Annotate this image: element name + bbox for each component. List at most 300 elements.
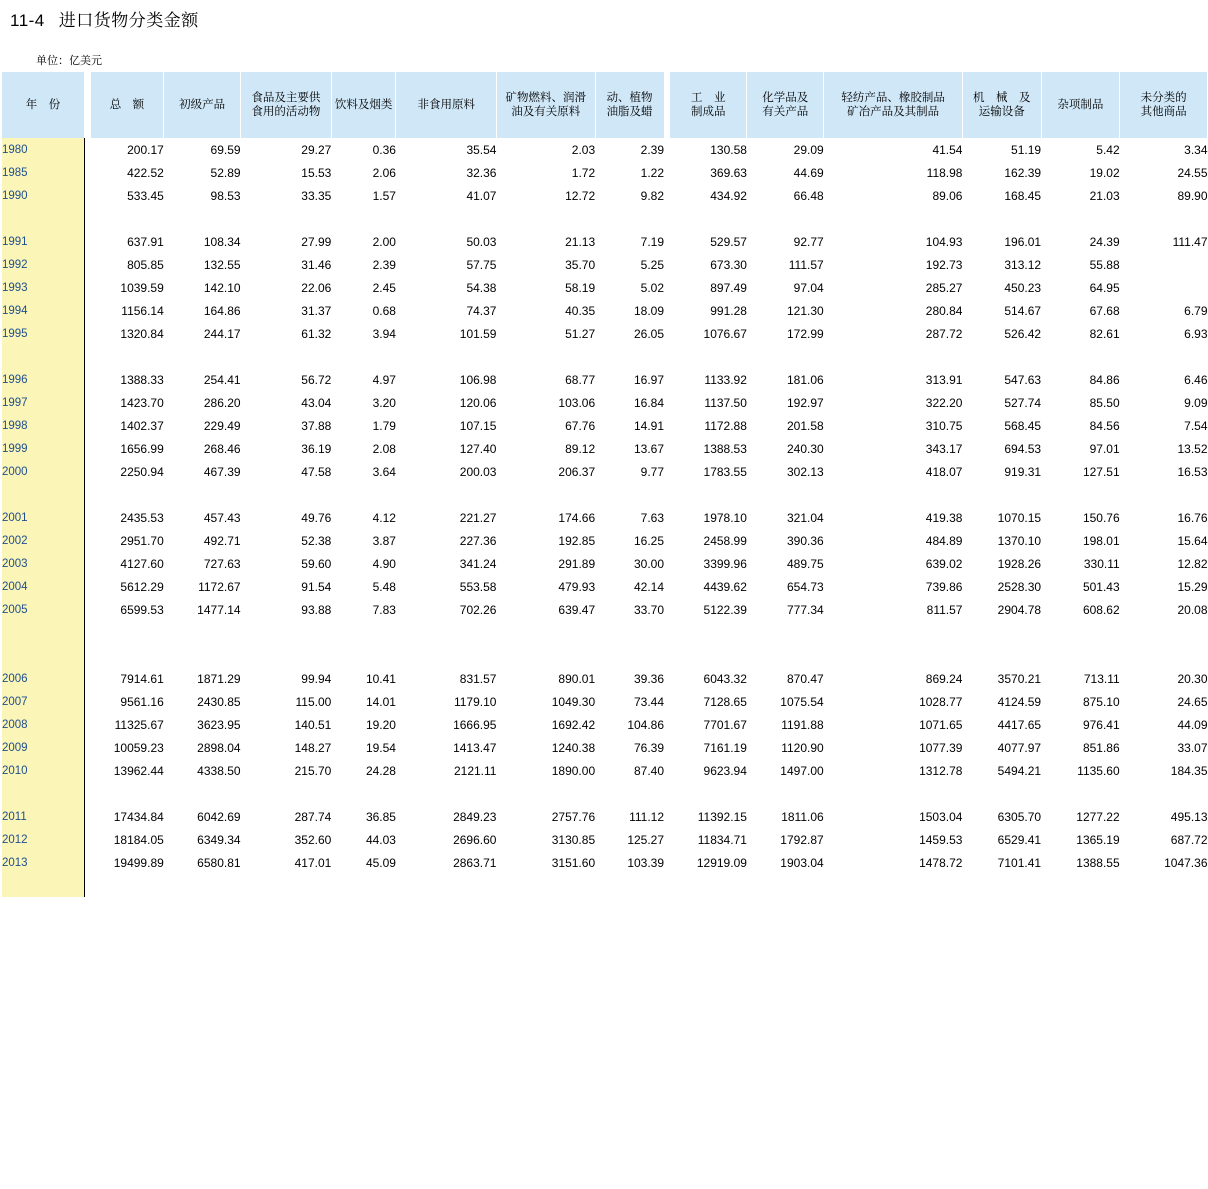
cell-food_animals: 99.94 [301,671,332,686]
cell-machinery [962,621,1041,644]
cell-crude_materials: 57.75 [466,257,497,272]
cell-unclassified: 6.79 [1184,303,1208,318]
cell-unclassified: 495.13 [1170,809,1208,824]
cell-beverages_tobacco [331,483,396,506]
table-row [2,828,1208,851]
cell-machinery: 4077.97 [997,740,1042,755]
cell-food_animals [241,621,332,644]
cell-machinery [962,207,1041,230]
cell-misc_manufactured: 21.03 [1089,188,1120,203]
cell-beverages_tobacco: 5.48 [372,579,396,594]
column-header-line: 有关产品 [762,106,809,118]
cell-light_textile [824,874,963,897]
cell-light_textile: 104.93 [925,234,963,249]
cell-crude_materials: 553.58 [459,579,497,594]
cell-total: 1656.99 [120,441,164,456]
cell-food_animals: 36.19 [301,441,332,456]
year-cell: 2008 [2,713,85,736]
cell-crude_materials: 50.03 [466,234,497,249]
cell-manufactured: 1137.50 [704,395,747,410]
cell-animal_veg_oils: 18.09 [633,303,665,318]
column-header-line: 其他商品 [1140,106,1187,118]
cell-animal_veg_oils: 1.22 [640,165,665,180]
cell-crude_materials: 831.57 [459,671,497,686]
table-row [2,805,1208,828]
cell-light_textile: 1312.78 [919,763,963,778]
column-header-line: 工 业 [690,91,726,104]
cell-beverages_tobacco: 2.00 [372,234,396,249]
cell-animal_veg_oils: 13.67 [633,441,665,456]
cell-misc_manufactured: 198.01 [1082,533,1120,548]
cell-crude_materials: 74.37 [466,303,497,318]
cell-misc_manufactured: 127.51 [1082,464,1120,479]
cell-total: 2951.70 [120,533,164,548]
cell-beverages_tobacco: 3.20 [372,395,396,410]
cell-total: 17434.84 [113,809,164,824]
cell-primary: 6580.81 [197,855,241,870]
cell-food_animals: 59.60 [301,556,332,571]
table-spacer-row [2,874,1208,897]
year-cell: 1994 [2,299,85,322]
cell-unclassified [1120,253,1208,276]
cell-light_textile: 1071.65 [919,717,963,732]
cell-total: 1320.84 [120,326,164,341]
cell-chemicals: 201.58 [786,418,824,433]
year-cell: 1999 [2,437,85,460]
cell-light_textile: 41.54 [932,142,963,157]
cell-total: 533.45 [127,188,164,203]
cell-animal_veg_oils: 7.63 [640,510,665,525]
cell-total: 200.17 [127,142,164,157]
cell-food_animals: 43.04 [301,395,332,410]
table-row [2,759,1208,782]
cell-primary: 69.59 [210,142,241,157]
cell-light_textile: 811.57 [926,602,963,617]
cell-total: 5612.29 [120,579,164,594]
cell-mineral_fuels: 3151.60 [551,855,596,870]
cell-mineral_fuels: 174.66 [558,510,596,525]
cell-manufactured: 1388.53 [703,441,747,456]
year-cell-empty [2,483,85,506]
cell-misc_manufactured: 84.86 [1089,372,1120,387]
cell-animal_veg_oils: 42.14 [633,579,665,594]
cell-manufactured: 5122.39 [703,602,747,617]
cell-manufactured: 1133.92 [704,372,747,387]
cell-mineral_fuels: 35.70 [565,257,596,272]
cell-primary: 6349.34 [197,832,241,847]
cell-beverages_tobacco [331,207,396,230]
table-row [2,460,1208,483]
cell-animal_veg_oils: 5.25 [640,257,665,272]
cell-food_animals: 91.54 [301,579,332,594]
cell-mineral_fuels: 890.01 [558,671,596,686]
cell-chemicals: 870.47 [786,671,824,686]
year-cell: 1990 [2,184,85,207]
cell-misc_manufactured [1041,874,1120,897]
cell-crude_materials: 107.15 [459,418,497,433]
cell-manufactured: 369.63 [710,165,747,180]
cell-mineral_fuels [496,874,595,897]
cell-beverages_tobacco: 4.90 [372,556,396,571]
cell-food_animals [241,483,332,506]
cell-chemicals: 181.06 [786,372,824,387]
cell-light_textile [824,207,963,230]
cell-unclassified [1120,345,1208,368]
cell-light_textile: 1459.53 [919,832,963,847]
cell-food_animals: 31.46 [301,257,332,272]
cell-machinery: 1070.15 [997,510,1042,525]
cell-misc_manufactured: 875.10 [1082,694,1120,709]
cell-unclassified: 6.93 [1184,326,1208,341]
cell-light_textile: 1478.72 [919,855,963,870]
cell-manufactured [670,644,747,667]
cell-manufactured: 9623.94 [703,763,747,778]
cell-machinery [962,874,1041,897]
cell-misc_manufactured: 55.88 [1089,257,1120,272]
cell-mineral_fuels: 1.72 [571,165,596,180]
year-cell: 2013 [2,851,85,874]
year-cell: 2003 [2,552,85,575]
cell-mineral_fuels: 206.37 [558,464,596,479]
cell-light_textile: 739.86 [925,579,963,594]
cell-chemicals [747,644,824,667]
import-goods-table [2,72,1208,897]
cell-food_animals: 15.53 [301,165,332,180]
cell-animal_veg_oils: 2.39 [640,142,665,157]
cell-animal_veg_oils [595,483,664,506]
table-row [2,391,1208,414]
table-row [2,667,1208,690]
cell-manufactured [670,345,747,368]
cell-crude_materials: 106.98 [459,372,497,387]
cell-mineral_fuels: 1692.42 [551,717,596,732]
cell-food_animals: 22.06 [301,280,332,295]
cell-total [90,782,164,805]
cell-machinery: 568.45 [1004,418,1042,433]
year-cell: 2001 [2,506,85,529]
cell-mineral_fuels: 2.03 [571,142,596,157]
unit-label: 单位：亿美元 [36,55,102,67]
cell-manufactured: 6043.32 [703,671,747,686]
cell-animal_veg_oils: 111.12 [629,809,665,824]
cell-chemicals: 111.57 [788,257,824,272]
year-cell: 2005 [2,598,85,621]
cell-manufactured: 11834.71 [697,832,747,847]
cell-misc_manufactured [1041,483,1120,506]
cell-animal_veg_oils: 30.00 [633,556,665,571]
year-cell: 2006 [2,667,85,690]
cell-food_animals [241,345,332,368]
cell-beverages_tobacco: 36.85 [365,809,396,824]
cell-crude_materials: 127.40 [459,441,497,456]
column-header-line: 轻纺产品、橡胶制品 [841,91,945,104]
cell-chemicals [747,345,824,368]
cell-beverages_tobacco: 10.41 [365,671,396,686]
cell-unclassified: 687.72 [1170,832,1208,847]
cell-mineral_fuels: 67.76 [565,418,596,433]
column-header-line: 杂项制品 [1057,98,1104,111]
cell-manufactured [670,207,747,230]
year-cell-empty [2,874,85,897]
cell-misc_manufactured: 82.61 [1089,326,1120,341]
cell-animal_veg_oils: 7.19 [640,234,665,249]
cell-crude_materials: 227.36 [459,533,497,548]
cell-misc_manufactured [1041,345,1120,368]
cell-misc_manufactured: 150.76 [1082,510,1120,525]
column-header-line: 油及有关原料 [511,106,581,118]
cell-chemicals [747,782,824,805]
cell-manufactured: 673.30 [710,257,747,272]
cell-primary [164,874,241,897]
cell-total [90,644,164,667]
cell-unclassified: 1047.36 [1164,855,1208,870]
cell-beverages_tobacco [331,345,396,368]
cell-crude_materials: 702.26 [459,602,497,617]
cell-machinery: 5494.21 [997,763,1042,778]
cell-light_textile: 310.75 [925,418,963,433]
cell-chemicals [747,207,824,230]
cell-animal_veg_oils: 76.39 [633,740,665,755]
cell-machinery: 547.63 [1004,372,1042,387]
cell-mineral_fuels: 291.89 [558,556,596,571]
cell-beverages_tobacco: 19.54 [365,740,396,755]
cell-unclassified: 13.52 [1177,441,1208,456]
column-header-line: 食品及主要供 [251,91,321,104]
cell-total: 1156.14 [121,303,164,318]
cell-food_animals: 352.60 [294,832,332,847]
cell-light_textile [824,483,963,506]
cell-animal_veg_oils: 9.77 [640,464,665,479]
table-spacer-row [2,483,1208,506]
table-row [2,552,1208,575]
year-cell: 1985 [2,161,85,184]
cell-unclassified: 184.35 [1170,763,1208,778]
cell-total [90,874,164,897]
cell-beverages_tobacco [331,782,396,805]
cell-misc_manufactured: 330.11 [1083,556,1120,571]
cell-beverages_tobacco: 1.79 [372,418,396,433]
cell-primary: 4338.50 [197,763,241,778]
column-header-line: 矿冶产品及其制品 [847,106,940,118]
table-spacer-row [2,782,1208,805]
cell-chemicals: 1792.87 [780,832,824,847]
cell-unclassified: 33.07 [1177,740,1208,755]
cell-mineral_fuels: 3130.85 [551,832,596,847]
table-row [2,575,1208,598]
table-row [2,322,1208,345]
cell-animal_veg_oils: 5.02 [640,280,665,295]
cell-manufactured: 1172.88 [704,418,747,433]
cell-manufactured: 4439.62 [703,579,747,594]
cell-food_animals: 115.00 [295,694,332,709]
cell-chemicals: 321.04 [786,510,824,525]
cell-manufactured: 12919.09 [696,855,747,870]
cell-light_textile: 419.38 [925,510,963,525]
cell-beverages_tobacco [331,874,396,897]
table-title-text: 进口货物分类金额 [58,11,199,30]
cell-misc_manufactured [1041,207,1120,230]
column-header-light_textile [824,72,963,138]
cell-light_textile [824,345,963,368]
cell-mineral_fuels [496,621,595,644]
cell-food_animals: 215.70 [294,763,332,778]
cell-chemicals: 240.30 [786,441,824,456]
cell-animal_veg_oils: 14.91 [633,418,665,433]
column-header-beverages_tobacco [331,72,396,138]
cell-mineral_fuels: 479.93 [558,579,596,594]
cell-primary: 268.46 [203,441,241,456]
year-cell-empty [2,782,85,805]
cell-manufactured [670,621,747,644]
cell-primary [164,782,241,805]
cell-manufactured: 1978.10 [703,510,747,525]
column-header-line: 机 械 及 [973,91,1031,104]
cell-machinery [962,782,1041,805]
cell-machinery: 919.31 [1004,464,1042,479]
cell-primary [164,621,241,644]
table-row [2,690,1208,713]
column-header-line: 饮料及烟类 [334,98,393,111]
cell-unclassified: 16.53 [1177,464,1208,479]
column-header-line: 初级产品 [179,98,226,111]
column-header-food_animals [241,72,332,138]
cell-misc_manufactured: 851.86 [1082,740,1120,755]
cell-animal_veg_oils: 33.70 [633,602,665,617]
cell-crude_materials [396,621,496,644]
cell-unclassified: 7.54 [1184,418,1208,433]
cell-machinery: 2528.30 [997,579,1042,594]
cell-chemicals: 1811.06 [781,809,824,824]
cell-beverages_tobacco: 4.12 [372,510,396,525]
cell-crude_materials [396,644,496,667]
column-header-total [90,72,164,138]
cell-total: 1388.33 [120,372,164,387]
cell-food_animals: 27.99 [301,234,332,249]
cell-mineral_fuels: 1890.00 [551,763,596,778]
cell-mineral_fuels: 58.19 [565,280,596,295]
cell-manufactured: 1076.67 [703,326,747,341]
cell-beverages_tobacco: 3.64 [372,464,396,479]
cell-primary [164,644,241,667]
year-cell: 2010 [2,759,85,782]
cell-misc_manufactured: 1277.22 [1076,809,1120,824]
cell-misc_manufactured: 19.02 [1089,165,1120,180]
cell-crude_materials: 1413.47 [453,740,497,755]
cell-crude_materials: 200.03 [459,464,497,479]
cell-unclassified: 24.65 [1177,694,1208,709]
cell-unclassified [1120,874,1208,897]
cell-primary: 6042.69 [197,809,241,824]
cell-mineral_fuels: 2757.76 [551,809,596,824]
cell-food_animals [241,644,332,667]
cell-light_textile: 1503.04 [919,809,963,824]
cell-unclassified: 12.82 [1177,556,1208,571]
column-header-primary [164,72,241,138]
cell-food_animals: 49.76 [301,510,332,525]
cell-primary: 1172.67 [198,579,241,594]
cell-manufactured [670,782,747,805]
cell-food_animals: 31.37 [301,303,332,318]
cell-mineral_fuels: 1049.30 [551,694,596,709]
cell-total [90,207,164,230]
cell-crude_materials [396,207,496,230]
cell-machinery: 514.67 [1004,303,1042,318]
cell-manufactured: 991.28 [710,303,747,318]
cell-light_textile: 89.06 [932,188,963,203]
cell-manufactured: 11392.15 [697,809,747,824]
cell-manufactured: 897.49 [710,280,747,295]
table-body [2,138,1208,897]
cell-machinery: 526.42 [1004,326,1042,341]
cell-mineral_fuels: 12.72 [565,188,596,203]
cell-crude_materials: 341.24 [459,556,497,571]
cell-crude_materials: 54.38 [466,280,497,295]
cell-light_textile: 1077.39 [919,740,963,755]
cell-light_textile: 322.20 [925,395,963,410]
cell-manufactured: 434.92 [710,188,747,203]
cell-misc_manufactured: 976.41 [1082,717,1120,732]
cell-manufactured [670,483,747,506]
column-header-line: 化学品及 [762,91,809,104]
cell-total: 2435.53 [120,510,164,525]
cell-total: 19499.89 [113,855,164,870]
table-spacer-row [2,644,1208,667]
cell-primary: 108.34 [203,234,241,249]
cell-unclassified [1120,276,1208,299]
cell-primary: 727.63 [203,556,241,571]
cell-unclassified: 6.46 [1184,372,1208,387]
cell-beverages_tobacco: 14.01 [365,694,396,709]
table-row [2,414,1208,437]
cell-primary: 467.39 [203,464,241,479]
column-header-line: 动、植物 [606,91,653,104]
cell-primary: 229.49 [203,418,241,433]
year-cell: 2007 [2,690,85,713]
column-header-machinery [962,72,1041,138]
cell-animal_veg_oils [595,874,664,897]
cell-animal_veg_oils: 104.86 [627,717,665,732]
cell-crude_materials: 120.06 [459,395,497,410]
cell-chemicals: 1120.90 [781,740,824,755]
year-cell-empty [2,644,85,667]
cell-misc_manufactured: 5.42 [1096,142,1120,157]
cell-unclassified: 89.90 [1177,188,1208,203]
cell-mineral_fuels [496,345,595,368]
cell-beverages_tobacco: 2.45 [372,280,396,295]
cell-primary [164,345,241,368]
cell-animal_veg_oils: 39.36 [633,671,665,686]
cell-food_animals: 29.27 [301,142,332,157]
cell-manufactured: 2458.99 [703,533,747,548]
cell-chemicals: 1497.00 [780,763,824,778]
cell-animal_veg_oils: 16.25 [633,533,665,548]
cell-animal_veg_oils [595,782,664,805]
cell-misc_manufactured: 64.95 [1089,280,1120,295]
cell-misc_manufactured: 24.39 [1089,234,1120,249]
year-cell: 2004 [2,575,85,598]
column-header-line: 非食用原料 [417,98,475,111]
cell-unclassified [1120,621,1208,644]
cell-food_animals: 37.88 [301,418,332,433]
cell-total: 1423.70 [120,395,164,410]
cell-unclassified: 9.09 [1184,395,1208,410]
table-row [2,299,1208,322]
cell-primary: 142.10 [203,280,241,295]
cell-primary: 1871.29 [197,671,241,686]
year-cell: 1998 [2,414,85,437]
cell-food_animals [241,782,332,805]
cell-light_textile: 313.91 [925,372,963,387]
